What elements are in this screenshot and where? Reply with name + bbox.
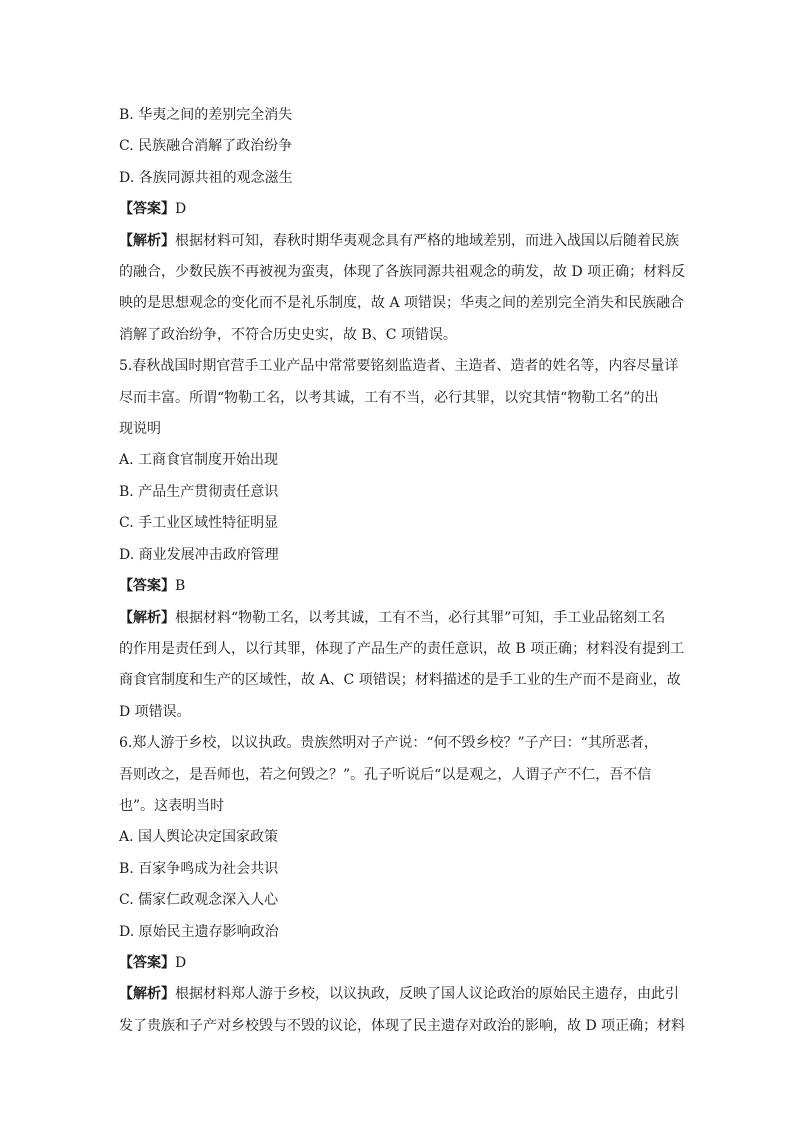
q6-analysis-line-1 [119,979,679,1010]
q6-analysis-line-2: 发了贵族和子产对乡校毁与不毁的议论，体现了民主遗存对政治的影响，故 D 项正确；材料 [119,1017,686,1034]
q6-stem-line-1: 6.郑人游于乡校，以议执政。贵族然明对子产说：“何不毁乡校？”子产曰：“其所恶者， [119,735,658,752]
analysis-text: 根据材料“物勒工名，以考其诚，工有不当，必行其罪”可知，手工业品铭刻工名 [175,609,666,626]
q5-option-b: B. 产品生产贯彻责任意识 [119,483,279,500]
q5-answer [119,571,679,602]
answer-value: B [175,578,186,595]
q4-analysis-line-2: 的融合，少数民族不再被视为蛮夷，体现了各族同源共祖观念的萌发，故 D 项正确；材料反 [119,264,686,281]
q4-option-b: B. 华夷之间的差别完全消失 [119,107,293,123]
answer-tag: 【答案】 [119,578,175,595]
q6-option-a: A. 国人舆论决定国家政策 [119,829,279,846]
q5-option-c: C. 手工业区域性特征明显 [119,515,279,532]
q6-option-c: C. 儒家仁政观念深入人心 [119,892,279,909]
q5-option-d: D. 商业发展冲击政府管理 [119,546,279,563]
analysis-tag: 【解析】 [119,232,175,249]
q4-analysis-line-3: 映的是思想观念的变化而不是礼乐制度，故 A 项错误；华夷之间的差别完全消失和民族融合 [119,295,685,312]
q5-stem-line-2: 尽而丰富。所谓“物勒工名，以考其诚，工有不当，必行其罪，以究其情“物勒工名”的出 [119,389,659,406]
analysis-tag: 【解析】 [119,609,175,626]
q4-answer [119,194,679,225]
q4-analysis-line-1 [119,226,679,257]
analysis-text: 根据材料可知，春秋时期华夷观念具有严格的地域差别，而进入战国以后随着民族 [175,232,679,249]
q5-analysis-line-3: 商食官制度和生产的区域性，故 A、C 项错误；材料描述的是手工业的生产而不是商业，故 [119,672,681,689]
q6-stem-line-2: 吾则改之，是吾师也，若之何毁之？”。孔子听说后“以是观之，人谓子产不仁，吾不信 [119,766,652,783]
page-content [119,100,686,1042]
q5-option-a: A. 工商食官制度开始出现 [119,452,279,469]
q6-stem-line-3: 也”。这表明当时 [119,797,225,814]
analysis-text: 根据材料郑人游于乡校，以议执政，反映了国人议论政治的原始民主遗存，由此引 [175,986,679,1003]
q6-answer [119,948,679,979]
q5-analysis-line-2: 的作用是责任到人，以行其罪，体现了产品生产的责任意识，故 B 项正确；材料没有提到工 [119,640,685,657]
analysis-tag: 【解析】 [119,986,175,1003]
q5-stem-line-1: 5.春秋战国时期官营手工业产品中常常要铭刻监造者、主造者、造者的姓名等，内容尽量详 [119,358,679,375]
q4-option-c: C. 民族融合消解了政治纷争 [119,138,293,155]
q5-analysis-line-4: D 项错误。 [119,703,191,720]
q5-analysis-line-1 [119,603,679,634]
answer-value: D [175,201,187,218]
q6-option-d: D. 原始民主遗存影响政治 [119,923,279,940]
q5-stem-line-3: 现说明 [119,421,161,438]
q4-analysis-line-4: 消解了政治纷争，不符合历史史实，故 B、C 项错误。 [119,326,457,343]
q6-option-b: B. 百家争鸣成为社会共识 [119,860,279,877]
answer-tag: 【答案】 [119,954,175,971]
q4-option-d: D. 各族同源共祖的观念滋生 [119,169,293,186]
answer-value: D [175,954,187,971]
answer-tag: 【答案】 [119,201,175,218]
